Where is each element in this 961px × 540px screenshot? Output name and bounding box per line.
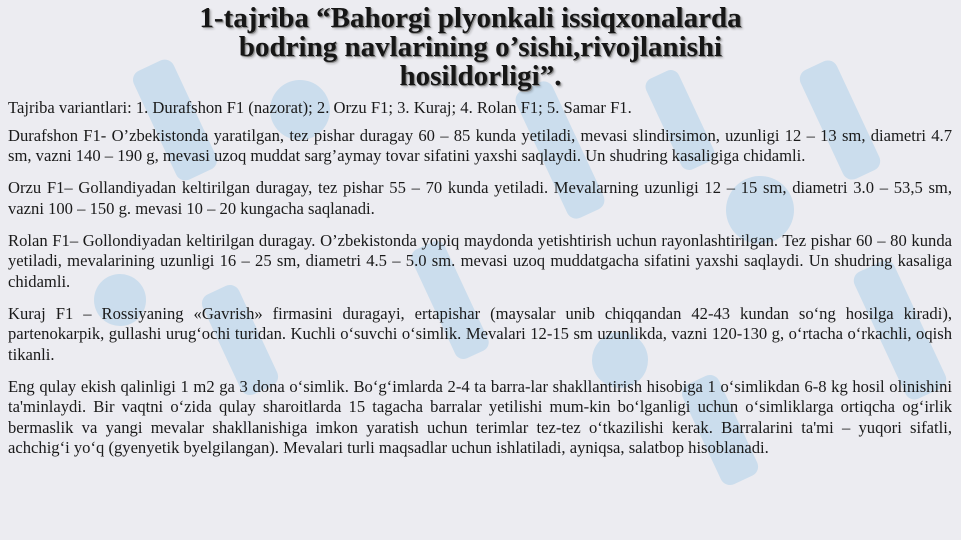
slide-body xyxy=(8,98,952,470)
title-line-2: bodring navlarining o’sishi,rivojlanishi xyxy=(238,31,723,63)
paragraph-orzu: Orzu F1– Gollandiyadan keltirilgan duragay, tez pishar 55 – 70 kunda yetiladi. Mevalarning uzunligi 12 – 15 sm, diametri 3.0 – 53,5 sm, vazni 100 – 150 g. mevasi 10 – 20 kungacha saqlanadi. xyxy=(8,178,952,218)
title-line-1: 1-tajriba “Bahorgi plyonkali issiqxonalarda xyxy=(199,2,742,34)
paragraph-variants: Tajriba variantlari: 1. Durafshon F1 (nazorat); 2. Orzu F1; 3. Kuraj; 4. Rolan F1; 5. Samar F1. xyxy=(8,98,632,117)
title-line-3: hosildorligi”. xyxy=(399,60,562,92)
slide-title xyxy=(0,4,961,91)
paragraph-kuraj: Kuraj F1 – Rossiyaning «Gavrish» firmasini duragayi, ertapishar (maysalar unib chiqqandan 42-43 kundan so‘ng hosilga kiradi), partenokarpik, gullashi urug‘ochi turidan. Kuchli o‘suvchi o‘simlik. Mevalari 12-15 sm uzunlikda, vazni 120-130 g, o‘rtacha o‘rkachli, oqish tikanli. xyxy=(8,303,952,364)
paragraph-durafshon: Durafshon F1- O’zbekistonda yaratilgan, tez pishar duragay 60 – 85 kunda yetiladi, mevasi slindirsimon, uzunligi 12 – 13 sm, diametri 4.7 sm, vazni 140 – 190 g, mevasi uzoq muddat sarg’aymay tovar sifatini yaxshi saqlaydi. Un shudring kasaligiga chidamli. xyxy=(8,125,952,165)
paragraph-rolan: Rolan F1– Gollondiyadan keltirilgan duragay. O’zbekistonda yopiq maydonda yetishtirish uchun rayonlashtirilgan. Tez pishar 60 – 80 kunda yetiladi, mevalarining uzunligi 16 – 25 sm, diametri 4.5 – 5.0 sm. mevasi uzoq muddatgacha sifatini yaxshi saqlaydi. Un shudring kasaliga chidamli. xyxy=(8,230,952,291)
paragraph-planting: Eng qulay ekish qalinligi 1 m2 ga 3 dona o‘simlik. Bo‘g‘imlarda 2-4 ta barra-lar shakllantirish hisobiga 1 o‘simlikdan 6-8 kg hosil olinishini ta'minlaydi. Bir vaqtni o‘zida qulay sharoitlarda 15 tagacha barralar yetilishi mum-kin bo‘lganligi uchun o‘simliklarga ortiqcha og‘irlik bermaslik va yangi mevalar shakllanishiga imkon yaratish uchun terimlar tez-tez o‘tkazilishi kerak. Barralarini ta'mi – yuqori sifatli, achchig‘i yo‘q (gyenyetik byelgilangan). Mevalari turli maqsadlar uchun ishlatiladi, ayniqsa, salatbop hisoblanadi. xyxy=(8,376,952,457)
